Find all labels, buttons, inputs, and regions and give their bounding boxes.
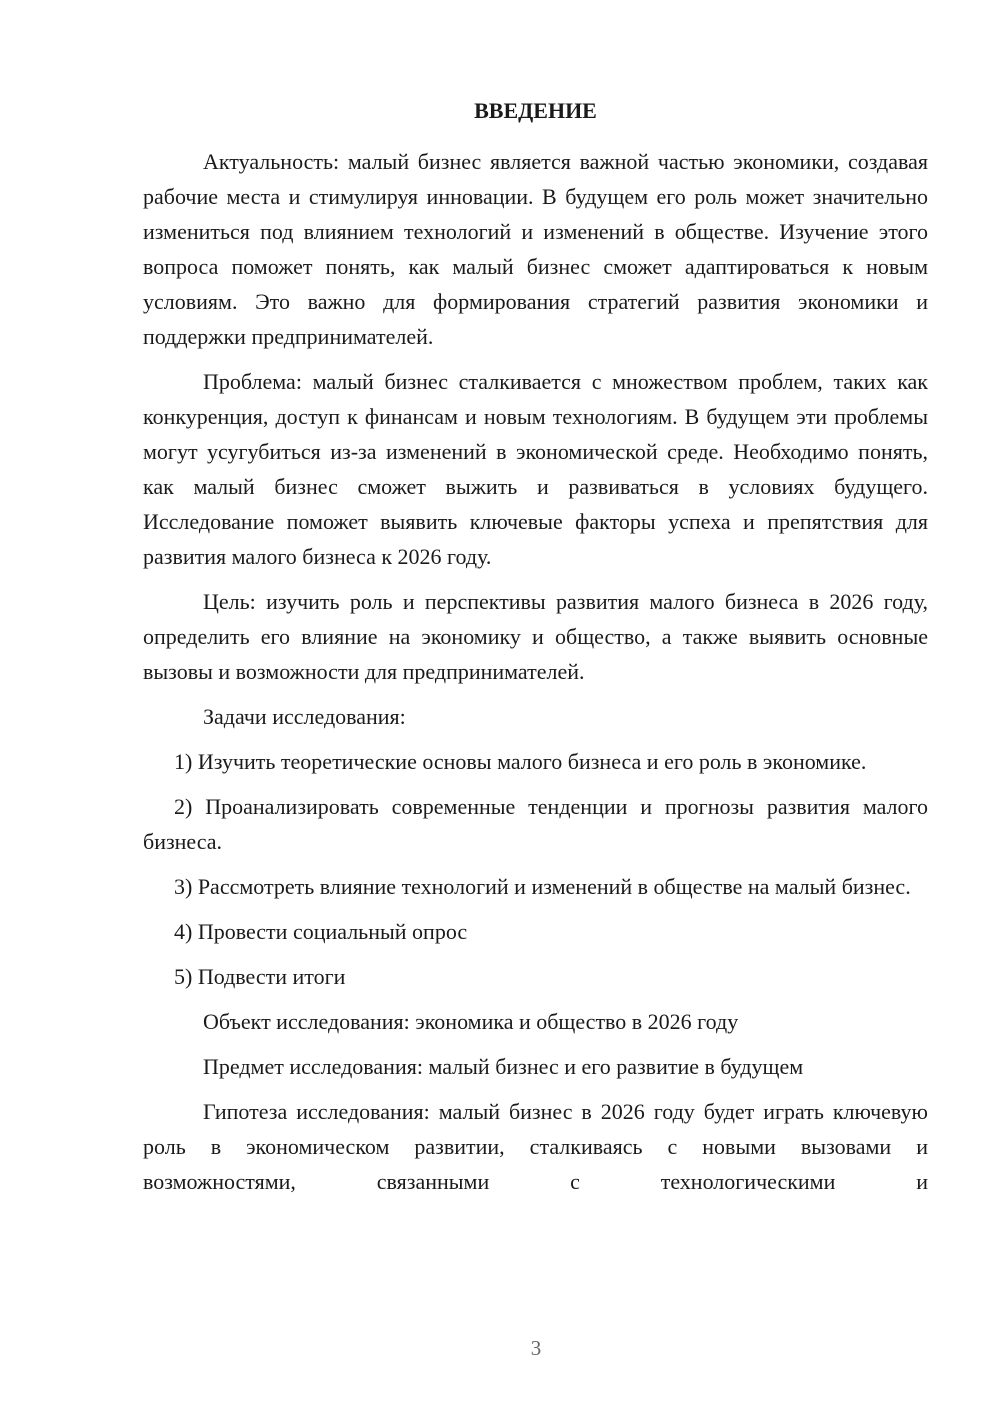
document-body	[143, 144, 928, 1199]
tasks-heading: Задачи исследования:	[203, 704, 406, 729]
goal-paragraph: Цель: изучить роль и перспективы развития малого бизнеса в 2026 году, определить его влияние на экономику и общество, а также выявить основные вызовы и возможности для предпринимателей.	[143, 589, 928, 684]
hypothesis-paragraph: Гипотеза исследования: малый бизнес в 2026 году будет играть ключевую роль в экономическом развитии, сталкиваясь с новыми вызовами и возможностями, связанными с технологическими и	[143, 1099, 928, 1194]
task-item-2: 2) Проанализировать современные тенденции и прогнозы развития малого бизнеса.	[143, 794, 928, 854]
problem-paragraph: Проблема: малый бизнес сталкивается с множеством проблем, таких как конкуренция, доступ к финансам и новым технологиям. В будущем эти проблемы могут усугубиться из-за изменений в экономической среде. Необходимо понять, как малый бизнес сможет выжить и развиваться в условиях будущего. Исследование поможет выявить ключевые факторы успеха и препятствия для развития малого бизнеса к 2026 году.	[143, 369, 928, 569]
section-heading: ВВЕДЕНИЕ	[474, 98, 597, 123]
task-item-4: 4) Провести социальный опрос	[174, 919, 468, 944]
subject-paragraph: Предмет исследования: малый бизнес и его развитие в будущем	[203, 1054, 804, 1079]
task-item-1: 1) Изучить теоретические основы малого бизнеса и его роль в экономике.	[174, 749, 867, 774]
task-item-5: 5) Подвести итоги	[174, 964, 346, 989]
page-number: 3	[530, 1336, 542, 1360]
relevance-paragraph: Актуальность: малый бизнес является важной частью экономики, создавая рабочие места и стимулируя инновации. В будущем его роль может значительно измениться под влиянием технологий и изменений в обществе. Изучение этого вопроса поможет понять, как малый бизнес сможет адаптироваться к новым условиям. Это важно для формирования стратегий развития экономики и поддержки предпринимателей.	[143, 149, 928, 349]
task-item-3: 3) Рассмотреть влияние технологий и изменений в обществе на малый бизнес.	[174, 874, 911, 899]
object-paragraph: Объект исследования: экономика и общество в 2026 году	[203, 1009, 739, 1034]
